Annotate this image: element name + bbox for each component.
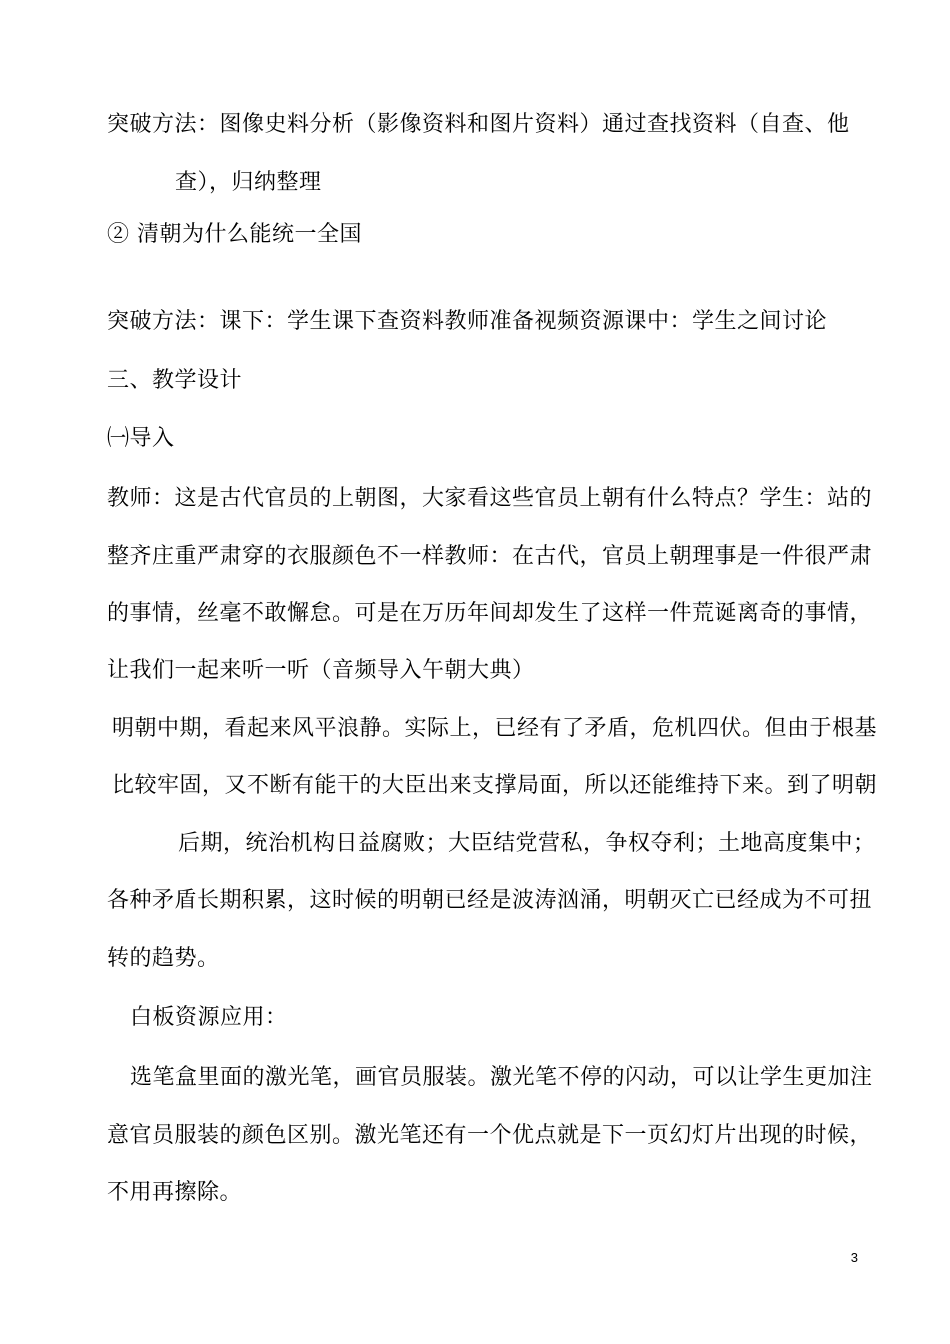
page-number: 3 xyxy=(850,1250,858,1265)
text-line: 突破方法：图像史料分析（影像资料和图片资料）通过查找资料（自查、他 xyxy=(107,112,850,137)
text-line: 不用再擦除。 xyxy=(107,1180,243,1205)
text-line: 突破方法：课下：学生课下查资料教师准备视频资源课中：学生之间讨论 xyxy=(107,309,828,334)
text-line: ② 清朝为什么能统一全国 xyxy=(107,222,362,247)
text-line: 让我们一起来听一听（音频导入午朝大典） xyxy=(107,658,535,683)
text-line: 各种矛盾长期积累，这时候的明朝已经是波涛汹涌，明朝灭亡已经成为不可扭 xyxy=(107,888,873,913)
text-line: 整齐庄重严肃穿的衣服颜色不一样教师：在古代，官员上朝理事是一件很严肃 xyxy=(107,544,873,569)
text-line: 的事情，丝毫不敢懈怠。可是在万历年间却发生了这样一件荒诞离奇的事情， xyxy=(107,601,873,626)
text-line: 转的趋势。 xyxy=(107,946,220,971)
text-line: 教师：这是古代官员的上朝图，大家看这些官员上朝有什么特点？学生：站的 xyxy=(107,486,873,511)
text-line: 意官员服装的颜色区别。激光笔还有一个优点就是下一页幻灯片出现的时候， xyxy=(107,1123,873,1148)
text-line: 白板资源应用： xyxy=(130,1005,288,1030)
section-heading: 三、教学设计 xyxy=(107,368,243,393)
text-line: 查），归纳整理 xyxy=(175,170,322,195)
text-line: 后期，统治机构日益腐败；大臣结党营私，争权夺利；土地高度集中； xyxy=(178,831,876,856)
subsection-heading: ㈠导入 xyxy=(107,426,175,451)
text-line: 明朝中期，看起来风平浪静。实际上，已经有了矛盾，危机四伏。但由于根基 xyxy=(112,716,878,741)
text-line: 比较牢固，又不断有能干的大臣出来支撑局面，所以还能维持下来。到了明朝 xyxy=(112,773,878,798)
text-line: 选笔盒里面的激光笔，画官员服装。激光笔不停的闪动，可以让学生更加注 xyxy=(130,1065,873,1090)
